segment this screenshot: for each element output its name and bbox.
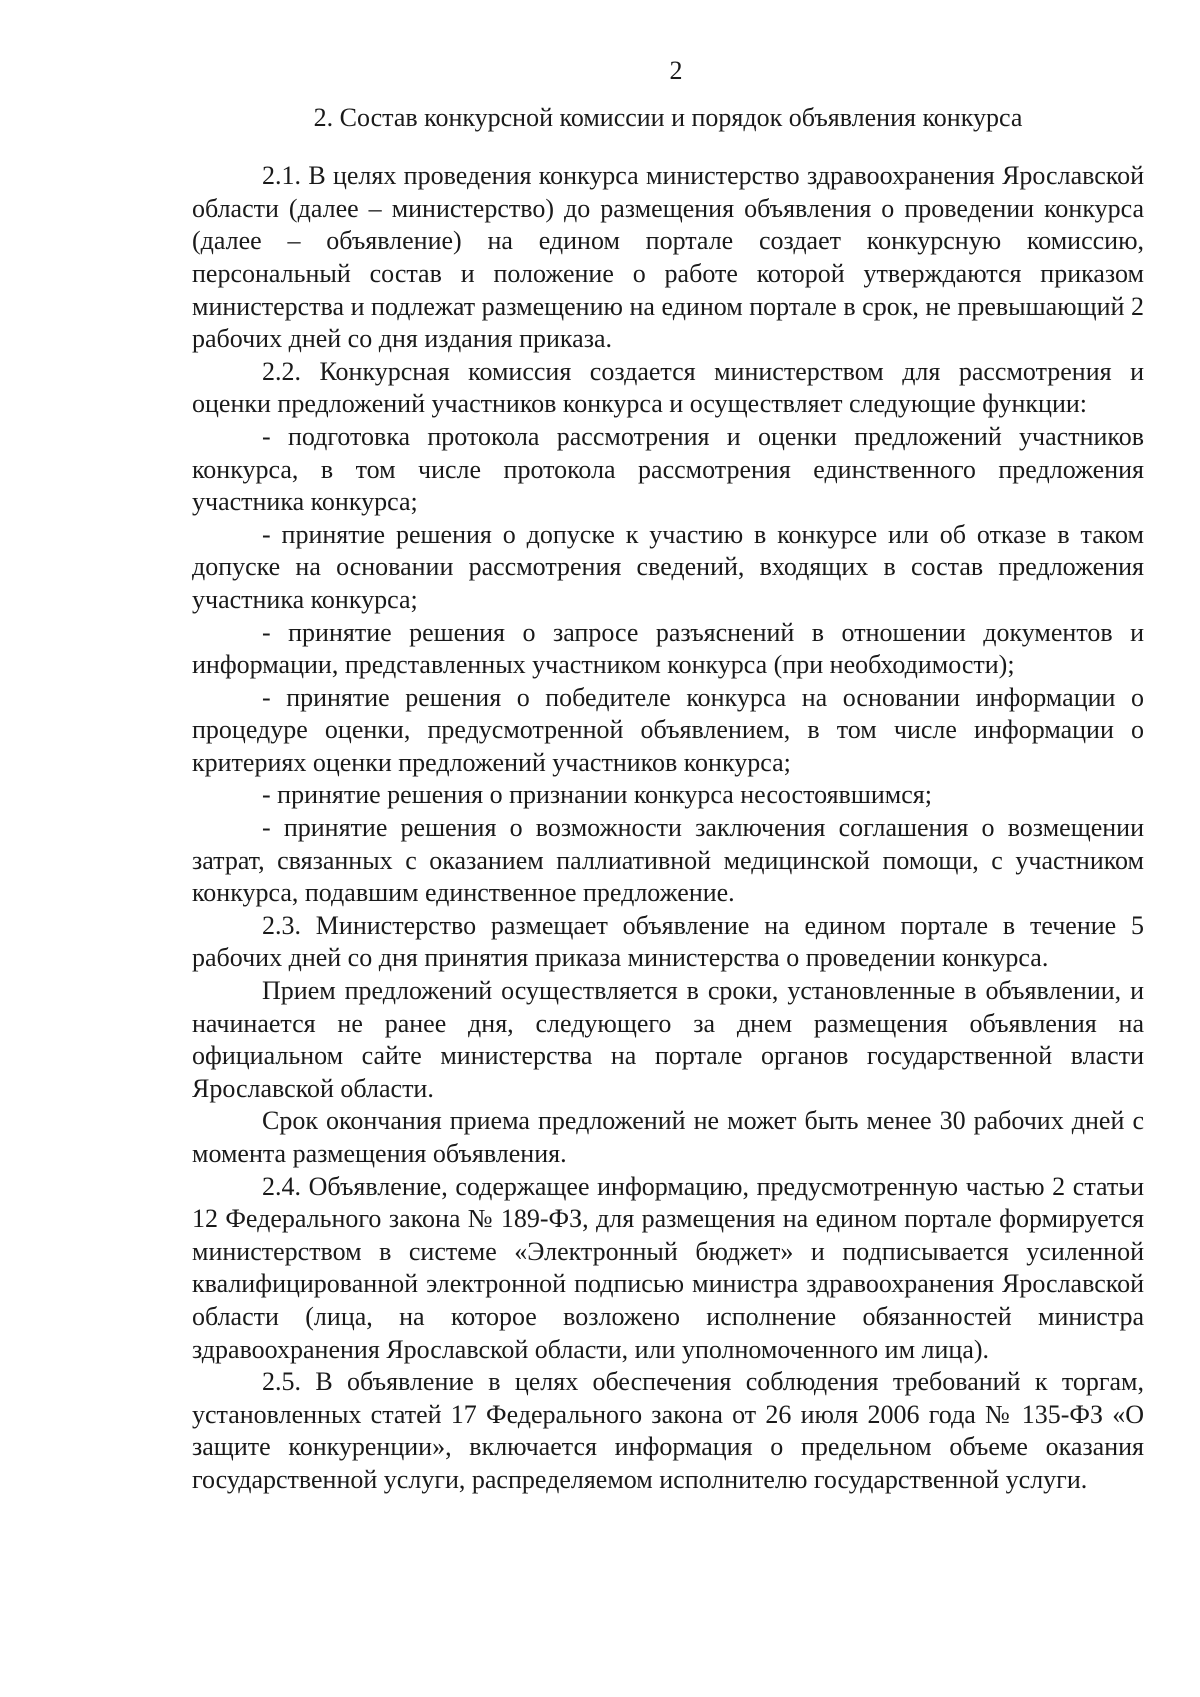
page-number: 2 [669,56,683,85]
paragraph-submission-deadline: Срок окончания приема предложений не может быть менее 30 рабочих дней с момента размещения объявления. [192,1106,1144,1168]
paragraph-2-1: 2.1. В целях проведения конкурса министерство здравоохранения Ярославской области (далее – министерство) до размещения объявления о проведении конкурса (далее – объявление) на едином портале создает конкурсную комиссию, персональный состав и положение о работе которой утверждаются приказом министерства и подлежат размещению на едином портале в срок, не превышающий 2 рабочих дней со дня издания приказа. [192,161,1144,354]
paragraph-2-5: 2.5. В объявление в целях обеспечения соблюдения требований к торгам, установленных статей 17 Федерального закона от 26 июля 2006 года № 135-ФЗ «О защите конкуренции», включается информация о предельном объеме оказания государственной услуги, распределяемом исполнителю государственной услуги. [192,1367,1144,1494]
list-item: - принятие решения о возможности заключения соглашения о возмещении затрат, связанных с оказанием паллиативной медицинской помощи, с участником конкурса, подавшим единственное предложение. [192,813,1144,908]
list-item: - принятие решения о признании конкурса несостоявшимся; [262,780,932,810]
paragraph-2-3: 2.3. Министерство размещает объявление на едином портале в течение 5 рабочих дней со дня принятия приказа министерства о проведении конкурса. [192,910,1144,973]
list-item: - принятие решения о запросе разъяснений в отношении документов и информации, представленных участником конкурса (при необходимости); [192,617,1144,680]
paragraph-2-4: 2.4. Объявление, содержащее информацию, предусмотренную частью 2 статьи 12 Федерального закона № 189-ФЗ, для размещения на едином портале формируется министерством в системе «Электронный бюджет» и подписывается усиленной квалифицированной электронной подписью министра здравоохранения Ярославской области (лица, на которое возложено исполнение обязанностей министра здравоохранения Ярославской области, или уполномоченного им лица). [192,1171,1144,1364]
list-item: - принятие решения о допуске к участию в конкурсе или об отказе в таком допуске на основании рассмотрения сведений, входящих в состав предложения участника конкурса; [192,519,1144,614]
paragraph-submission-terms: Прием предложений осуществляется в сроки, установленные в объявлении, и начинается не ранее дня, следующего за днем размещения объявления на официальном сайте министерства на портале органов государственной власти Ярославской области. [192,976,1144,1103]
list-item: - подготовка протокола рассмотрения и оценки предложений участников конкурса, в том числе протокола рассмотрения единственного предложения участника конкурса; [192,421,1144,517]
paragraph-2-2: 2.2. Конкурсная комиссия создается министерством для рассмотрения и оценки предложений участников конкурса и осуществляет следующие функции: [192,356,1144,419]
list-item: - принятие решения о победителе конкурса на основании информации о процедуре оценки, предусмотренной объявлением, в том числе информации о критериях оценки предложений участников конкурса; [192,682,1144,777]
section-title: 2. Состав конкурсной комиссии и порядок объявления конкурса [313,102,1023,132]
document-page [192,55,1144,1497]
